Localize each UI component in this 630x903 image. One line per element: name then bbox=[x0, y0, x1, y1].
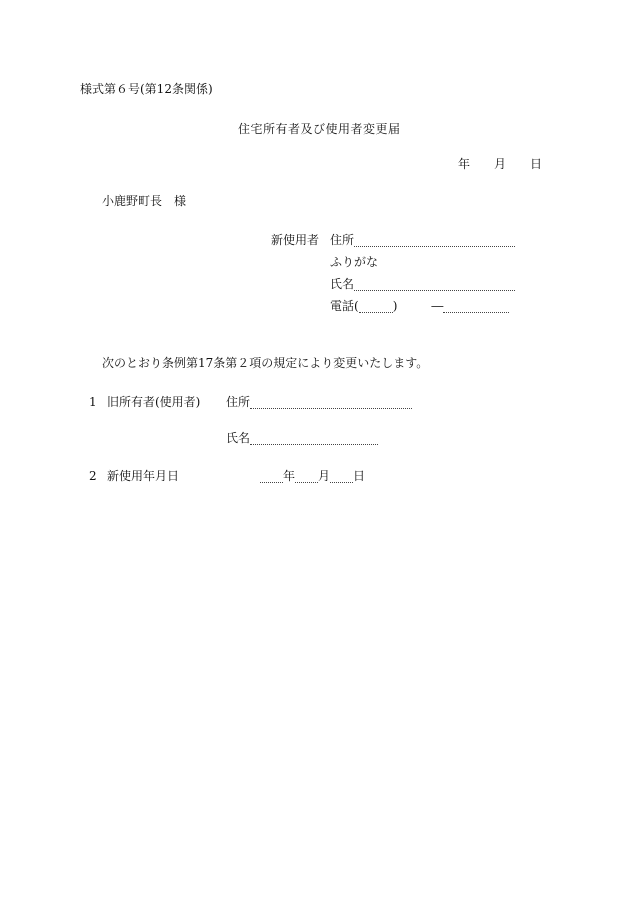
new-user-address-field[interactable] bbox=[330, 233, 515, 247]
date-year-label: 年 bbox=[458, 157, 471, 171]
item1-name-field[interactable] bbox=[226, 431, 378, 445]
item1-number: 1 bbox=[89, 395, 97, 409]
item1-address-blank[interactable] bbox=[250, 396, 412, 409]
phone-area-blank[interactable] bbox=[359, 300, 393, 313]
item2-month-label: 月 bbox=[318, 469, 331, 483]
phone-dash: ― bbox=[431, 299, 444, 313]
phone-close-paren: ) bbox=[392, 299, 398, 313]
new-user-label: 新使用者 bbox=[271, 233, 320, 247]
date-month-label: 月 bbox=[494, 157, 507, 171]
address-blank[interactable] bbox=[354, 234, 515, 247]
item2-month-blank[interactable] bbox=[295, 470, 318, 483]
address-label: 住所 bbox=[330, 233, 355, 247]
item2-year-blank[interactable] bbox=[260, 470, 283, 483]
name-label: 氏名 bbox=[330, 277, 355, 291]
item2-year-label: 年 bbox=[283, 469, 296, 483]
item1-address-label: 住所 bbox=[226, 395, 251, 409]
item2-number: 2 bbox=[89, 469, 97, 483]
item2-label: 新使用年月日 bbox=[107, 469, 180, 483]
phone-number-blank[interactable] bbox=[443, 300, 509, 313]
addressee: 小鹿野町長 様 bbox=[102, 194, 187, 208]
item2-day-blank[interactable] bbox=[330, 470, 353, 483]
item2-day-label: 日 bbox=[353, 469, 366, 483]
item1-label: 旧所有者(使用者) bbox=[107, 395, 201, 409]
form-title: 住宅所有者及び使用者変更届 bbox=[238, 122, 401, 136]
date-day-label: 日 bbox=[530, 157, 543, 171]
item2-date-field[interactable] bbox=[260, 469, 365, 483]
item1-address-field[interactable] bbox=[226, 395, 412, 409]
item1-name-label: 氏名 bbox=[226, 431, 251, 445]
item1-name-blank[interactable] bbox=[250, 432, 378, 445]
date-line bbox=[458, 157, 542, 171]
statement: 次のとおり条例第17条第２項の規定により変更いたします。 bbox=[102, 356, 429, 370]
new-user-name-field[interactable] bbox=[330, 277, 515, 291]
phone-label: 電話( bbox=[330, 299, 359, 313]
furigana-label: ふりがな bbox=[330, 255, 379, 269]
form-number: 様式第６号(第12条関係) bbox=[80, 82, 213, 96]
phone-exchange-blank[interactable] bbox=[397, 301, 431, 313]
phone-field[interactable] bbox=[330, 299, 509, 313]
name-blank[interactable] bbox=[354, 278, 515, 291]
